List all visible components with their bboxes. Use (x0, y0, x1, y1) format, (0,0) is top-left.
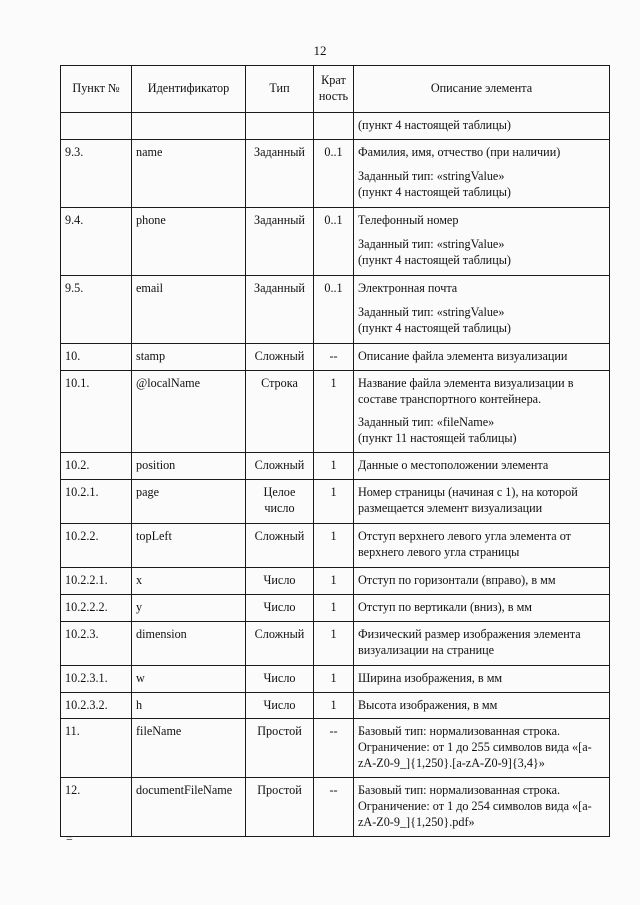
cell-cardinality: 1 (314, 594, 354, 621)
description-text: Заданный тип: «stringValue» (пункт 4 настоящей таблицы) (358, 236, 511, 267)
cell-item-number: 10.2.1. (61, 480, 132, 524)
cell-identifier: documentFileName (132, 778, 246, 837)
description-text: Отступ по вертикали (вниз), в мм (358, 599, 533, 614)
cell-cardinality: 1 (314, 453, 354, 480)
cell-cardinality: 1 (314, 480, 354, 524)
cell-identifier: dimension (132, 621, 246, 665)
description-text: Отступ верхнего левого угла элемента от верхнего левого угла страницы (358, 529, 571, 559)
elements-table (60, 65, 610, 837)
description-text: Заданный тип: «fileName» (пункт 11 настоящей таблицы) (358, 415, 517, 446)
cell-type: Сложный (246, 621, 314, 665)
cell-identifier: position (132, 453, 246, 480)
cell-type (246, 113, 314, 140)
cell-item-number: 9.4. (61, 207, 132, 275)
cell-type: Строка (246, 370, 314, 452)
cell-item-number: 9.3. (61, 139, 132, 207)
cell-identifier: phone (132, 207, 246, 275)
cell-item-number: 10.2.2.1. (61, 568, 132, 595)
description-text: Описание файла элемента визуализации (358, 348, 568, 363)
cell-description (354, 621, 610, 665)
cell-type: Заданный (246, 207, 314, 275)
cell-identifier: y (132, 594, 246, 621)
cell-identifier: topLeft (132, 524, 246, 568)
table-row (61, 665, 610, 692)
cell-cardinality: -- (314, 719, 354, 778)
cell-item-number: 9.5. (61, 275, 132, 343)
cell-cardinality: -- (314, 343, 354, 370)
description-text: Электронная почта (358, 280, 458, 295)
cell-cardinality: 1 (314, 568, 354, 595)
description-text: Физический размер изображения элемента визуализации на странице (358, 626, 581, 657)
cell-cardinality: 1 (314, 665, 354, 692)
cell-item-number: 10.2.3.2. (61, 692, 132, 719)
cell-type: Сложный (246, 524, 314, 568)
description-text: Отступ по горизонтали (вправо), в мм (358, 573, 556, 588)
description-text: (пункт 4 настоящей таблицы) (358, 118, 511, 132)
cell-description (354, 207, 610, 275)
table-row (61, 778, 610, 837)
description-text: Телефонный номер (358, 212, 459, 227)
table-row (61, 568, 610, 595)
cell-item-number: 10.2.3. (61, 621, 132, 665)
cell-type: Сложный (246, 453, 314, 480)
cell-description (354, 719, 610, 778)
cell-identifier: h (132, 692, 246, 719)
cell-type: Сложный (246, 343, 314, 370)
description-text: Базовый тип: нормализованная строка. Ограничение: от 1 до 255 символов вида «[a-zA-Z0-9_]{1,250}.[a-zA-Z0-9]{3,4}» (358, 724, 592, 771)
cell-cardinality: 1 (314, 621, 354, 665)
cell-identifier: page (132, 480, 246, 524)
table-row (61, 719, 610, 778)
cell-item-number: 10.2.2. (61, 524, 132, 568)
cell-type: Заданный (246, 275, 314, 343)
cell-cardinality: 1 (314, 692, 354, 719)
cell-identifier: fileName (132, 719, 246, 778)
cell-cardinality: 1 (314, 370, 354, 452)
cell-cardinality: 0..1 (314, 275, 354, 343)
page-number: 12 (313, 43, 327, 58)
table-row (61, 480, 610, 524)
cell-description (354, 665, 610, 692)
table-row (61, 139, 610, 207)
cell-description (354, 453, 610, 480)
cell-item-number: 10.2. (61, 453, 132, 480)
header-item-number: Пункт № (61, 66, 132, 113)
footer-mark: = (66, 831, 73, 845)
cell-cardinality: 0..1 (314, 207, 354, 275)
table-row (61, 275, 610, 343)
cell-cardinality: 1 (314, 524, 354, 568)
cell-type: Число (246, 692, 314, 719)
cell-description (354, 524, 610, 568)
header-identifier: Идентификатор (132, 66, 246, 113)
description-text: Заданный тип: «stringValue» (пункт 4 настоящей таблицы) (358, 304, 511, 335)
cell-identifier: w (132, 665, 246, 692)
cell-type: Простой (246, 778, 314, 837)
cell-item-number: 10.2.2.2. (61, 594, 132, 621)
description-text: Данные о местоположении элемента (358, 458, 549, 473)
cell-cardinality: 0..1 (314, 139, 354, 207)
description-text: Ширина изображения, в мм (358, 670, 503, 685)
description-text: Базовый тип: нормализованная строка. Ограничение: от 1 до 254 символов вида «[a-zA-Z0-9_]{1,250}.pdf» (358, 783, 592, 829)
cell-identifier: x (132, 568, 246, 595)
cell-description (354, 480, 610, 524)
table-row (61, 692, 610, 719)
table-row (61, 453, 610, 480)
cell-cardinality (314, 113, 354, 140)
cell-item-number: 10. (61, 343, 132, 370)
table-row (61, 594, 610, 621)
cell-identifier: @localName (132, 370, 246, 452)
table-row (61, 524, 610, 568)
cell-item-number: 10.2.3.1. (61, 665, 132, 692)
description-text: Высота изображения, в мм (358, 697, 498, 712)
cell-description (354, 778, 610, 837)
header-description: Описание элемента (354, 66, 610, 113)
cell-description (354, 343, 610, 370)
table-row (61, 113, 610, 140)
cell-type: Число (246, 665, 314, 692)
cell-identifier (132, 113, 246, 140)
cell-description (354, 139, 610, 207)
cell-type: Целое число (246, 480, 314, 524)
cell-identifier: email (132, 275, 246, 343)
cell-item-number: 12. (61, 778, 132, 837)
table-header-row (61, 66, 610, 113)
cell-type: Число (246, 594, 314, 621)
cell-description (354, 113, 610, 140)
cell-description (354, 370, 610, 452)
cell-type: Простой (246, 719, 314, 778)
cell-description (354, 275, 610, 343)
cell-cardinality: -- (314, 778, 354, 837)
table-row (61, 370, 610, 452)
table-row (61, 207, 610, 275)
description-text: Фамилия, имя, отчество (при наличии) (358, 144, 561, 159)
cell-identifier: name (132, 139, 246, 207)
table-row (61, 621, 610, 665)
description-text: Название файла элемента визуализации в составе транспортного контейнера. (358, 375, 574, 406)
cell-description (354, 594, 610, 621)
cell-item-number: 10.1. (61, 370, 132, 452)
cell-item-number: 11. (61, 719, 132, 778)
cell-item-number (61, 113, 132, 140)
cell-identifier: stamp (132, 343, 246, 370)
table-row (61, 343, 610, 370)
description-text: Номер страницы (начиная с 1), на которой размещается элемент визуализации (358, 485, 578, 515)
description-text: Заданный тип: «stringValue» (пункт 4 настоящей таблицы) (358, 168, 511, 199)
cell-description (354, 692, 610, 719)
cell-description (354, 568, 610, 595)
cell-type: Число (246, 568, 314, 595)
header-cardinality: Крат ность (314, 66, 354, 113)
cell-type: Заданный (246, 139, 314, 207)
header-type: Тип (246, 66, 314, 113)
